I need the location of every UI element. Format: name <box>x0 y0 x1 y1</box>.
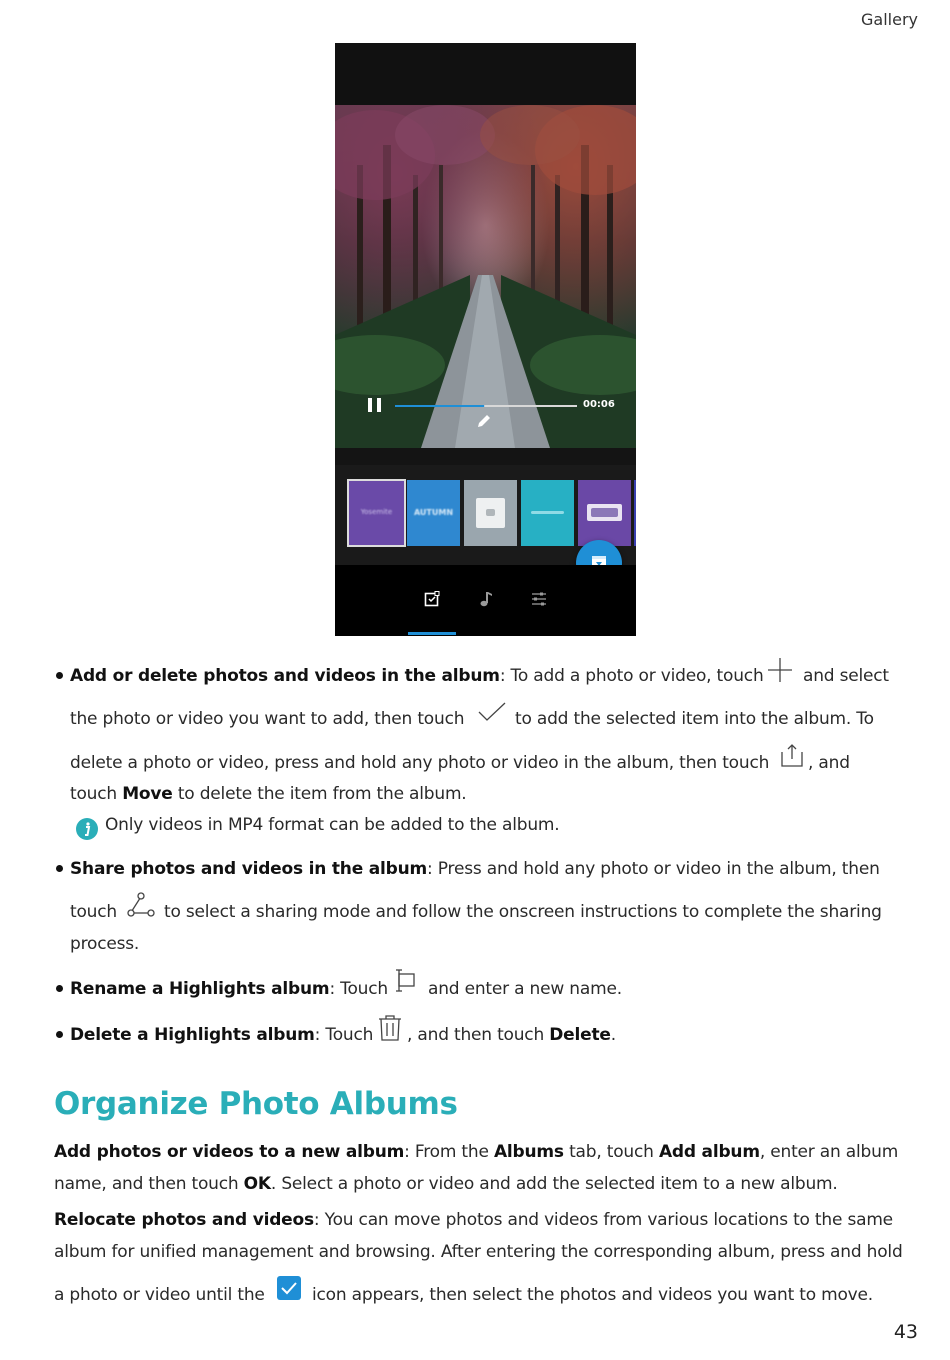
note-text: Only videos in MP4 format can be added to the album. <box>105 815 560 835</box>
rename-icon <box>393 969 417 993</box>
thumbnail-1[interactable] <box>348 480 405 546</box>
plus-icon <box>767 657 793 683</box>
video-progress-bar[interactable] <box>395 403 577 409</box>
thumbnail-2[interactable] <box>407 480 460 546</box>
bullet-share-line-2a: touch <box>70 902 117 922</box>
info-icon <box>75 817 99 841</box>
phone-screenshot <box>335 43 636 636</box>
organize-p1-line-2: name, and then touch OK. Select a photo or video and add the selected item to a new album. <box>54 1174 838 1194</box>
thumbnail-1-label: Yosemite <box>360 508 393 516</box>
photo-edit-icon[interactable] <box>424 591 440 607</box>
sliders-icon[interactable] <box>531 591 547 607</box>
checkmark-icon <box>477 701 507 723</box>
bullet-dot <box>56 672 63 679</box>
bullet-add-line-1: Add or delete photos and videos in the album: To add a photo or video, touch <box>70 666 764 686</box>
phone-top-bar <box>335 43 636 105</box>
pencil-icon[interactable] <box>475 412 493 430</box>
bullet-share-line-2b: to select a sharing mode and follow the onscreen instructions to complete the sharing <box>164 902 882 922</box>
video-time-label: 00:06 <box>583 399 615 410</box>
thumbnail-2-label: AUTUMN <box>413 508 454 517</box>
organize-p2-line-3a: a photo or video until the <box>54 1285 265 1305</box>
bullet-delete-end: , and then touch Delete. <box>407 1025 616 1045</box>
bullet-add-line-1-end: and select <box>803 666 889 686</box>
bullet-add-line-2: the photo or video you want to add, then touch <box>70 709 465 729</box>
thumbnail-3[interactable] <box>464 480 517 546</box>
organize-p2-line-2: album for unified management and browsing. After entering the corresponding album, press and hold <box>54 1242 903 1262</box>
organize-p2-line-1: Relocate photos and videos: You can move photos and videos from various locations to the same <box>54 1210 893 1230</box>
bullet-rename-line: Rename a Highlights album: Touch <box>70 979 388 999</box>
bullet-dot <box>56 985 63 992</box>
section-heading: Organize Photo Albums <box>54 1086 458 1122</box>
thumbnail-5[interactable] <box>578 480 631 546</box>
bullet-add-line-2-end: to add the selected item into the album. To <box>515 709 874 729</box>
page-header-section: Gallery <box>861 10 918 29</box>
bullet-share-line-1: Share photos and videos in the album: Press and hold any photo or video in the album, then <box>70 859 880 879</box>
share-icon <box>127 892 155 918</box>
trash-icon <box>377 1014 403 1042</box>
bullet-share-line-3: process. <box>70 934 140 954</box>
bullet-rename-title: Rename a Highlights album <box>70 979 330 999</box>
bullet-add-line-3-end: , and <box>808 753 850 773</box>
bullet-share-title: Share photos and videos in the album <box>70 859 428 879</box>
page-number: 43 <box>893 1321 918 1343</box>
active-tab-indicator <box>408 632 456 635</box>
video-preview <box>335 105 636 448</box>
bullet-dot <box>56 865 63 872</box>
bullet-add-line-3: delete a photo or video, press and hold any photo or video in the album, then touch <box>70 753 770 773</box>
thumbnail-4[interactable] <box>521 480 574 546</box>
thumbnail-partial[interactable] <box>634 480 636 546</box>
organize-p1-line-1: Add photos or videos to a new album: From the Albums tab, touch Add album, enter an album <box>54 1142 899 1162</box>
bullet-add-title: Add or delete photos and videos in the album <box>70 666 500 686</box>
remove-from-album-icon <box>779 743 805 769</box>
bullet-dot <box>56 1031 63 1038</box>
bullet-delete-title: Delete a Highlights album <box>70 1025 315 1045</box>
bullet-delete-line: Delete a Highlights album: Touch <box>70 1025 374 1045</box>
organize-p2-line-3b: icon appears, then select the photos and videos you want to move. <box>312 1285 874 1305</box>
bullet-add-line-4: touch Move to delete the item from the album. <box>70 784 467 804</box>
pause-icon[interactable] <box>367 397 383 413</box>
music-note-icon[interactable] <box>478 591 494 607</box>
selected-checkbox-icon <box>276 1275 302 1301</box>
bullet-rename-end: and enter a new name. <box>428 979 622 999</box>
